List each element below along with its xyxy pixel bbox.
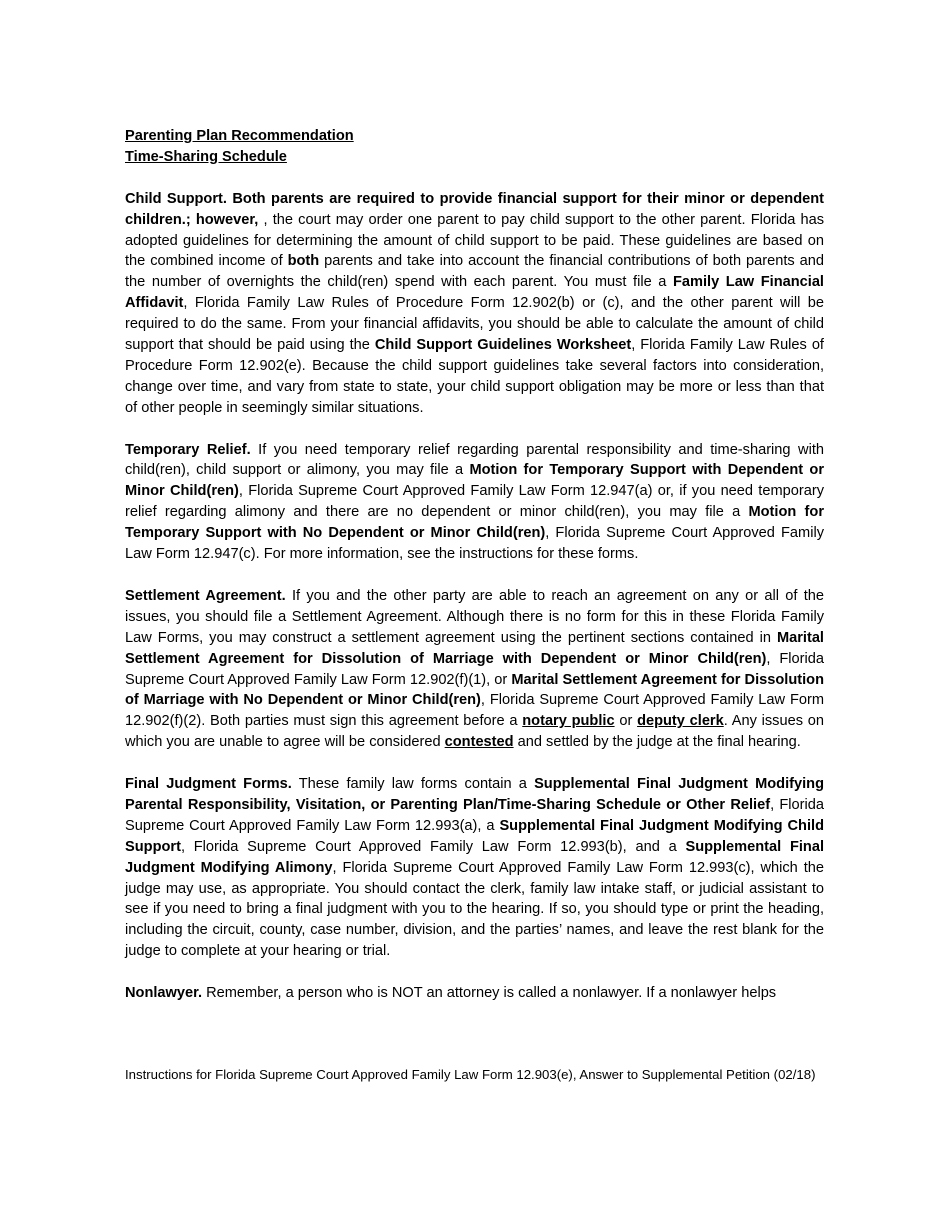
paragraph-temporary-relief: Temporary Relief. If you need temporary relief regarding parental responsibility and time-sharing with child(ren), child support or alimony, you may file a Motion for Temporary Support with Dependent or Minor Child(ren), Florida Supreme Court Approved Family Law Form 12.947(a) or, if you need temporary relief regarding alimony and there are no dependent or minor child(ren), you may file a Motion for Temporary Support with No Dependent or Minor Child(ren), Florida Supreme Court Approved Family Law Form 12.947(c). For more information, see the instructions for these forms.	[125, 441, 825, 563]
nonlawyer-title: Nonlawyer.	[125, 985, 203, 1002]
paragraph-child-support: Child Support. Both parents are required to provide financial support for their minor or dependent children.; however, , the court may order one parent to pay child support to the other parent. Florida has adopted guidelines for determining the amount of child support to be paid. These guidelines are based on the combined income of both parents and take into account the financial contributions of both parents and the number of overnights the child(ren) spend with each parent. You must file a Family Law Financial Affidavit, Florida Family Law Rules of Procedure Form 12.902(b) or (c), and the other parent will be required to do the same. From your financial affidavits, you should be able to calculate the amount of child support that should be paid using the Child Support Guidelines Worksheet, Florida Family Law Rules of Procedure Form 12.902(e). Because the child support guidelines take several factors into consideration, change over time, and vary from state to state, your child support obligation may be more or less than that of other people in seemingly similar situations.	[125, 190, 825, 416]
document-page	[125, 126, 824, 1004]
form-ref-judgment-alimony: Supplemental Final Judgment Modifying Alimony	[125, 838, 824, 876]
term-notary-public: notary public	[522, 713, 615, 730]
form-ref-msa-with-children: Marital Settlement Agreement for Dissolution of Marriage with Dependent or Minor Child(ren)	[125, 629, 824, 667]
temporary-relief-title: Temporary Relief.	[125, 441, 251, 458]
heading-time-sharing: Time-Sharing Schedule	[125, 148, 287, 165]
child-support-lead: Child Support. Both parents are required to provide financial support for their minor or dependent children.; however,	[125, 190, 824, 228]
final-judgment-title: Final Judgment Forms.	[125, 776, 292, 793]
form-ref-judgment-child-support: Supplemental Final Judgment Modifying Child Support	[125, 817, 824, 855]
form-ref-judgment-parental: Supplemental Final Judgment Modifying Parental Responsibility, Visitation, or Parenting Plan/Time-Sharing Schedule or Other Relief	[125, 776, 824, 813]
term-contested: contested	[444, 734, 514, 751]
paragraph-nonlawyer: Nonlawyer. Remember, a person who is NOT an attorney is called a nonlawyer. If a nonlawyer helps	[125, 985, 777, 1002]
heading-parenting-plan: Parenting Plan Recommendation	[125, 128, 354, 144]
page-footer: Instructions for Florida Supreme Court Approved Family Law Form 12.903(e), Answer to Supplemental Petition (02/18)	[125, 1067, 816, 1082]
form-ref-financial-affidavit: Family Law Financial Affidavit	[125, 274, 824, 312]
form-ref-motion-no-children: Motion for Temporary Support with No Dependent or Minor Child(ren)	[125, 504, 825, 542]
form-ref-msa-no-children: Marital Settlement Agreement for Dissolution of Marriage with No Dependent or Minor Child(ren)	[125, 671, 824, 709]
paragraph-final-judgment: Final Judgment Forms. These family law forms contain a Supplemental Final Judgment Modifying Parental Responsibility, Visitation, or Parenting Plan/Time-Sharing Schedule or Other Relief, Florida Supreme Court Approved Family Law Form 12.993(a), a Supplemental Final Judgment Modifying Child Support, Florida Supreme Court Approved Family Law Form 12.993(b), and a Supplemental Final Judgment Modifying Alimony, Florida Supreme Court Approved Family Law Form 12.993(c), which the judge may use, as appropriate. You should contact the clerk, family law intake staff, or judicial assistant to see if you need to bring a final judgment with you to the hearing. If so, you should type or print the heading, including the circuit, county, case number, division, and the parties’ names, and leave the rest blank for the judge to complete at your hearing or trial.	[125, 776, 825, 960]
settlement-title: Settlement Agreement.	[125, 587, 286, 604]
paragraph-settlement-agreement: Settlement Agreement. If you and the other party are able to reach an agreement on any or all of the issues, you should file a Settlement Agreement. Although there is no form for this in these Florida Family Law Forms, you may construct a settlement agreement using the pertinent sections contained in Marital Settlement Agreement for Dissolution of Marriage with Dependent or Minor Child(ren), Florida Supreme Court Approved Family Law Form 12.902(f)(1), or Marital Settlement Agreement for Dissolution of Marriage with No Dependent or Minor Child(ren), Florida Supreme Court Approved Family Law Form 12.902(f)(2). Both parties must sign this agreement before a notary public or deputy clerk. Any issues on which you are unable to agree will be considered contested and settled by the judge at the final hearing.	[125, 587, 824, 751]
form-ref-guidelines-worksheet: Child Support Guidelines Worksheet	[374, 337, 632, 354]
term-deputy-clerk: deputy clerk	[637, 713, 724, 730]
form-ref-motion-with-children: Motion for Temporary Support with Dependent or Minor Child(ren)	[125, 462, 824, 500]
